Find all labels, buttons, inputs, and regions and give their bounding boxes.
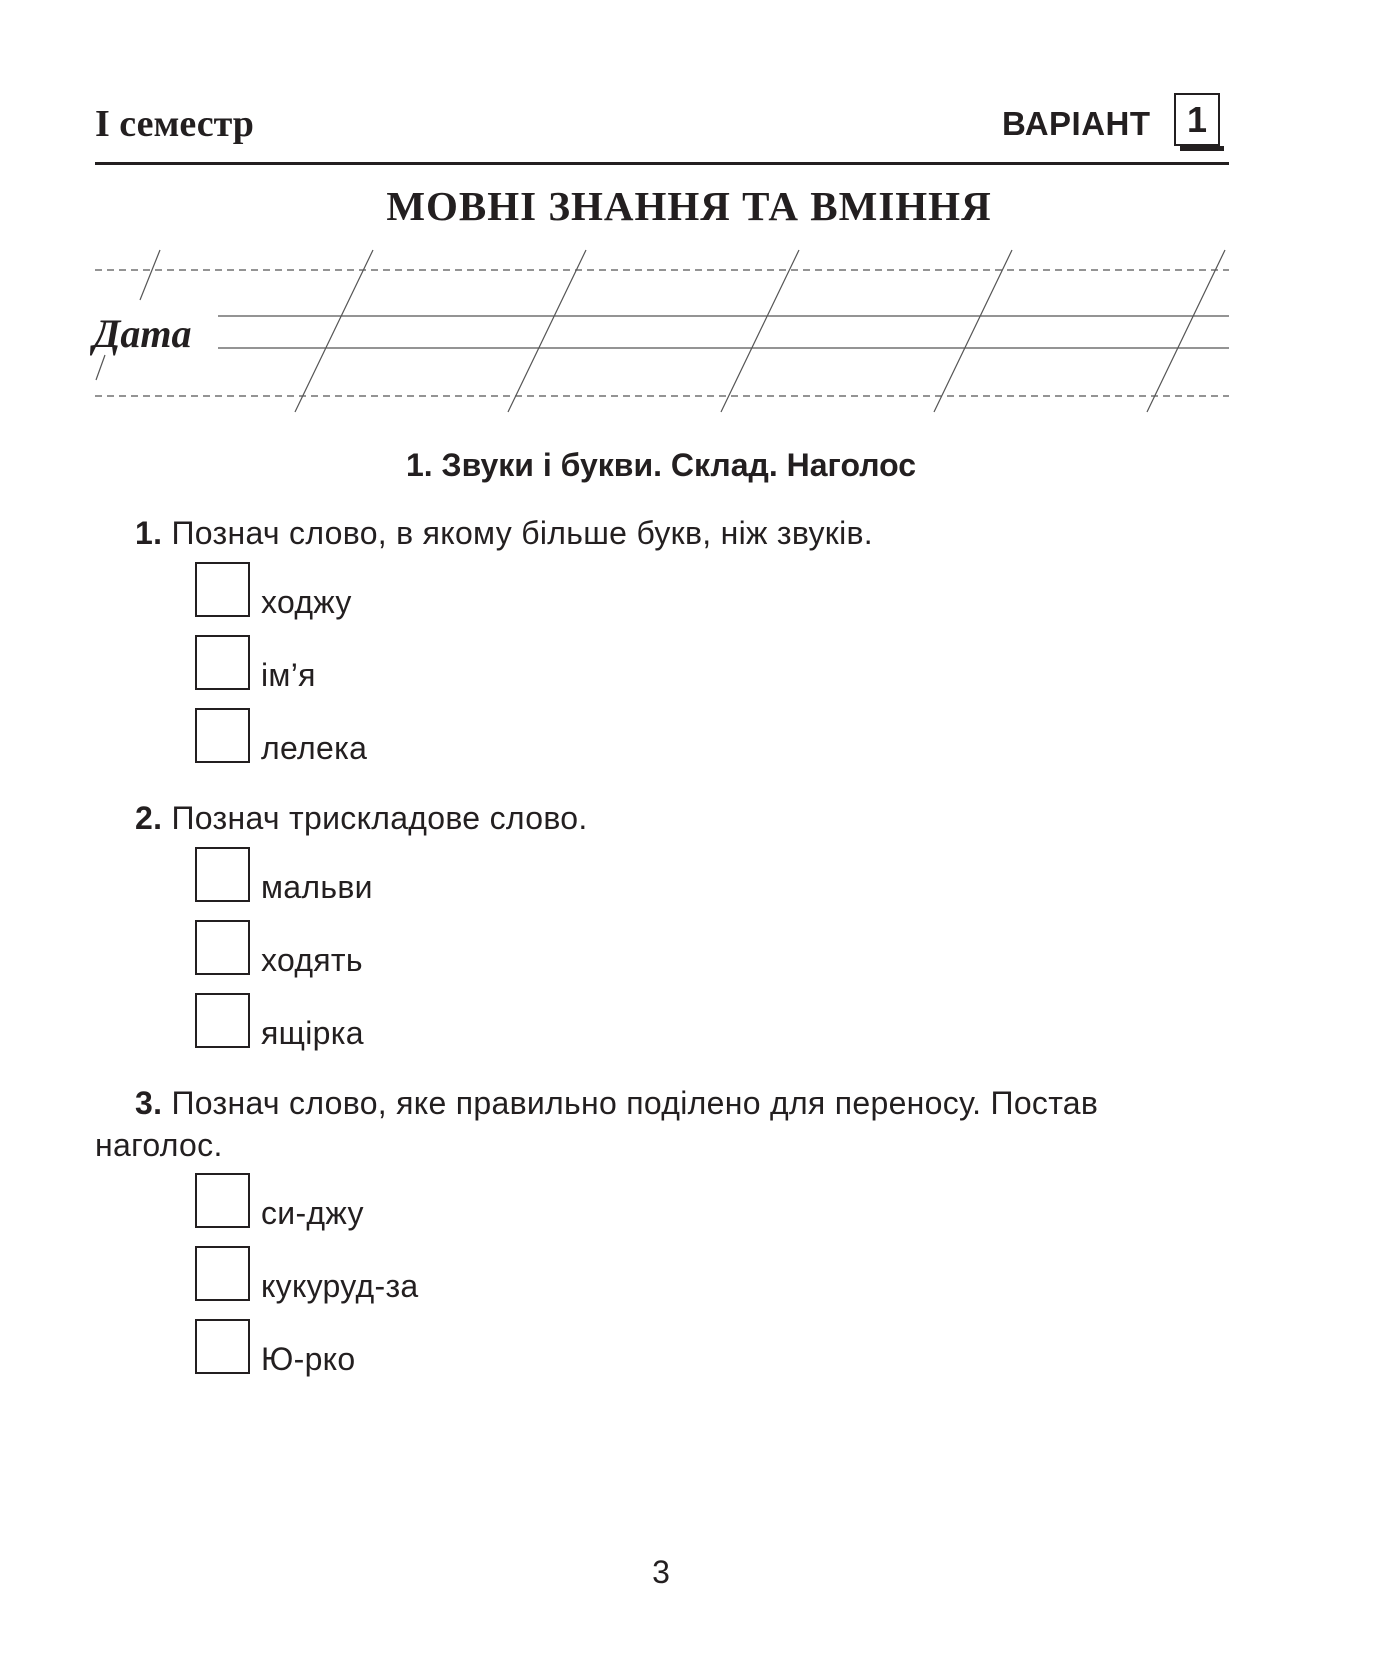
slant-line	[295, 250, 373, 412]
answer-checkbox[interactable]	[195, 847, 250, 902]
answer-checkbox[interactable]	[195, 1173, 250, 1228]
question-number: 3.	[135, 1085, 163, 1121]
answer-checkbox[interactable]	[195, 562, 250, 617]
page-number: 3	[652, 1554, 670, 1590]
answer-checkbox[interactable]	[195, 1246, 250, 1301]
slant-line	[508, 250, 586, 412]
answer-checkbox[interactable]	[195, 708, 250, 763]
option-label: ящірка	[261, 1015, 364, 1051]
semester-heading: І семестр	[95, 103, 254, 145]
question-number: 1.	[135, 515, 163, 551]
option-label: ім’я	[261, 657, 316, 693]
page-title: МОВНІ ЗНАННЯ ТА ВМІННЯ	[386, 183, 992, 229]
option-label: кукуруд-за	[261, 1268, 419, 1304]
option-label: мальви	[261, 869, 373, 905]
question-text: Познач трискладове слово.	[171, 800, 588, 836]
slant-line	[934, 250, 1012, 412]
option-label: си-джу	[261, 1195, 364, 1231]
question-text: Познач слово, яке правильно поділено для переносу. Постав наголос.	[95, 1085, 1099, 1163]
answer-checkbox[interactable]	[195, 920, 250, 975]
slant-line	[140, 250, 160, 300]
topic-heading: 1. Звуки і букви. Склад. Наголос	[405, 447, 917, 483]
slant-line	[1147, 250, 1225, 412]
answer-checkbox[interactable]	[195, 635, 250, 690]
date-label: Дата	[93, 311, 192, 356]
date-writing-lines	[0, 0, 1378, 420]
option-label: ходять	[261, 942, 363, 978]
question-2	[95, 797, 1235, 839]
question-1	[95, 512, 1235, 554]
question-3	[95, 1082, 1235, 1166]
option-label: ходжу	[261, 584, 352, 620]
answer-checkbox[interactable]	[195, 1319, 250, 1374]
answer-checkbox[interactable]	[195, 993, 250, 1048]
option-label: лелека	[261, 730, 368, 766]
option-label: Ю-рко	[261, 1341, 356, 1377]
slant-line	[721, 250, 799, 412]
variant-label: ВАРІАНТ	[1002, 105, 1151, 142]
question-text: Познач слово, в якому більше букв, ніж звуків.	[171, 515, 874, 551]
question-number: 2.	[135, 800, 163, 836]
variant-number-box: 1	[1174, 93, 1220, 146]
